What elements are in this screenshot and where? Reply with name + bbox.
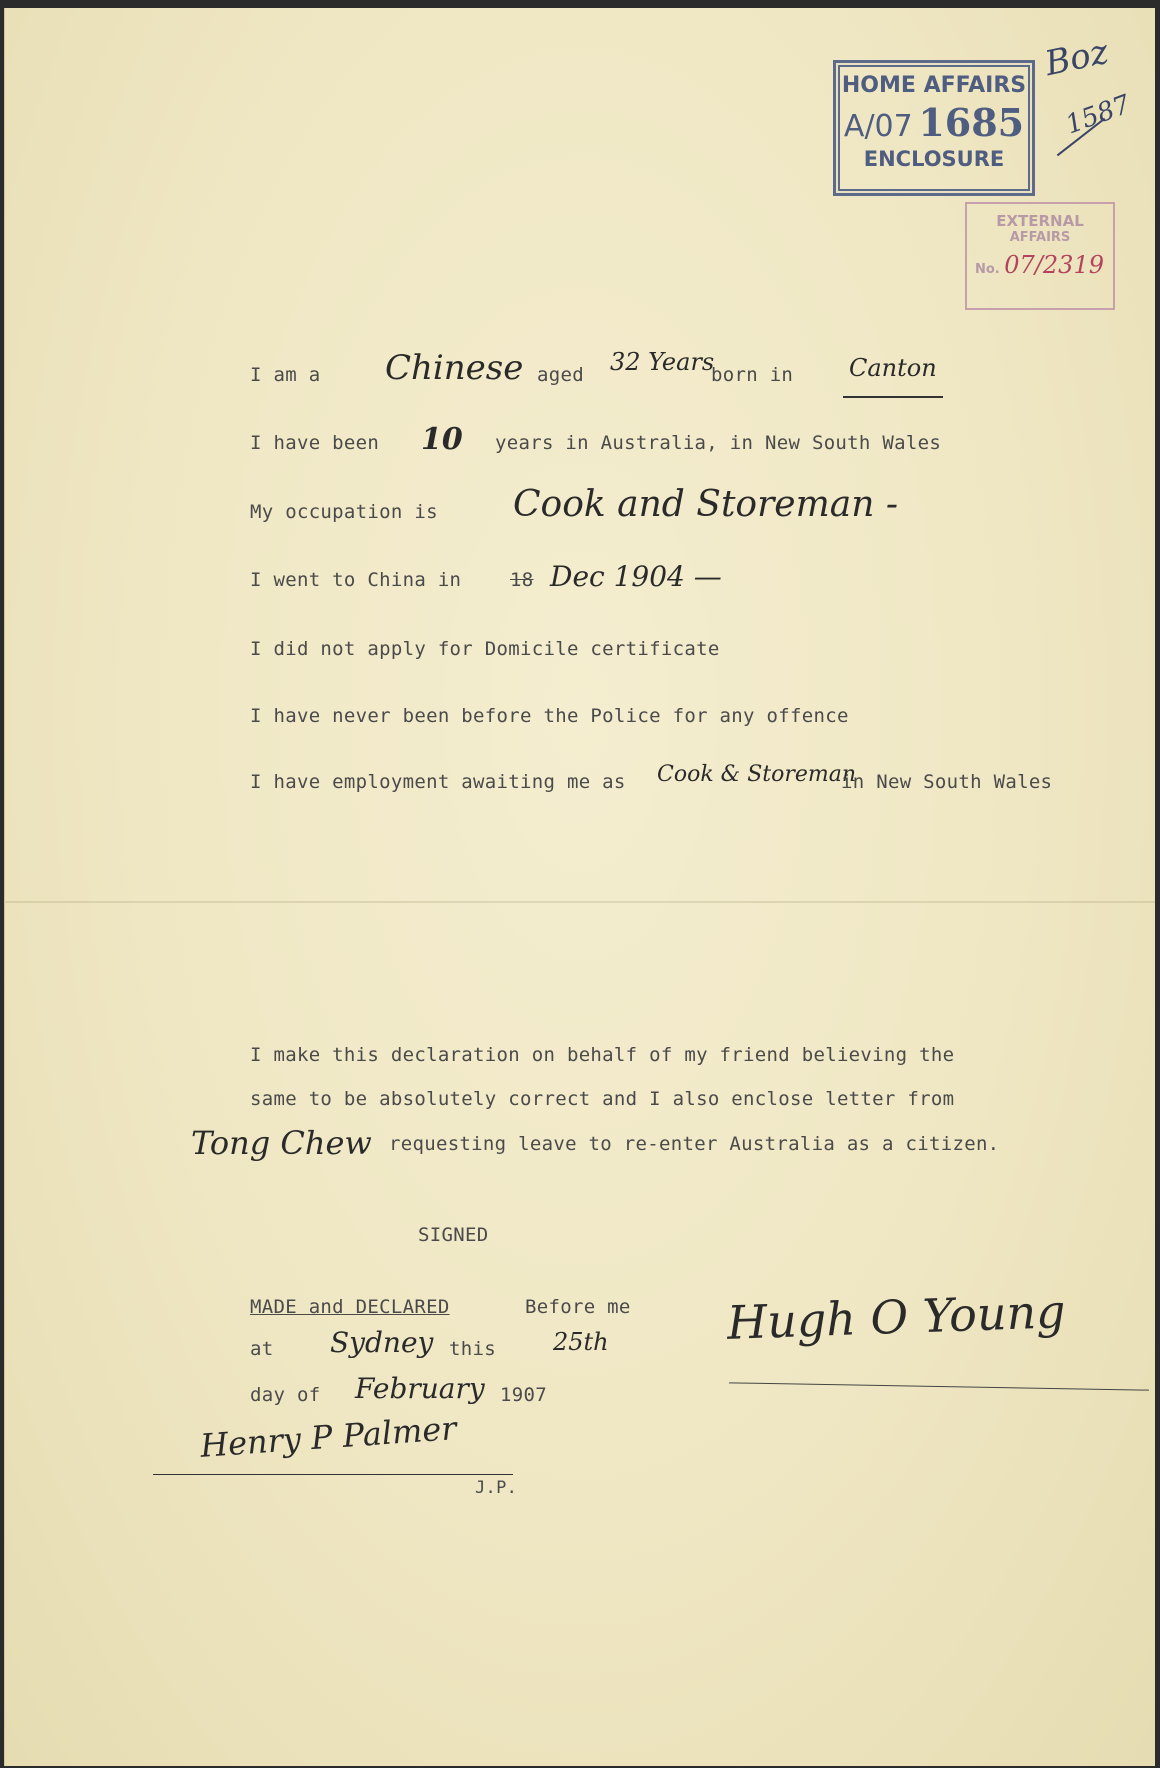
stamp2-line1: EXTERNAL [996, 212, 1084, 230]
l1-underline [843, 396, 943, 398]
stamp2-number: 07/2319 [1004, 251, 1104, 279]
l4-struck: 18 [510, 569, 534, 591]
month: February [355, 1372, 485, 1405]
corner-note-top: Boz [1041, 31, 1112, 85]
l2-years: 10 [421, 422, 463, 457]
document-sheet [4, 8, 1155, 1766]
l5-text: I did not apply for Domicile certificate [250, 638, 720, 660]
decl-line1: I make this declaration on behalf of my friend believing the [250, 1044, 955, 1066]
this-label: this [449, 1338, 496, 1360]
day-num: 25th [553, 1328, 609, 1356]
jp-signature: Henry P Palmer [198, 1409, 458, 1465]
l4-text1: I went to China in [250, 569, 462, 591]
jp-signature-line [153, 1474, 513, 1475]
l1-text3: born in [711, 364, 794, 386]
l3-text1: My occupation is [250, 501, 438, 523]
l7-text1: I have employment awaiting me as [250, 771, 626, 793]
decl-line3: requesting leave to re-enter Australia as a citizen. [389, 1133, 1000, 1155]
at-label: at [250, 1338, 274, 1360]
l1-birthplace: Canton [849, 354, 937, 382]
declarant-signature-line [729, 1382, 1149, 1390]
made-declared: MADE and DECLARED [250, 1296, 450, 1318]
l1-nationality: Chinese [385, 348, 524, 388]
declarant-signature: Hugh O Young [726, 1284, 1067, 1350]
before-me: Before me [525, 1296, 631, 1318]
l1-text2: aged [537, 364, 584, 386]
corner-note-bottom: 1587 [1061, 89, 1135, 141]
home-affairs-stamp [833, 60, 1035, 196]
stamp-title: HOME AFFAIRS [841, 73, 1027, 98]
decl-name: Tong Chew [191, 1124, 372, 1162]
l1-age: 32 Years [610, 348, 715, 376]
l7-job: Cook & Storeman [657, 762, 857, 787]
l2-text1: I have been [250, 432, 380, 454]
l1-text1: I am a [250, 364, 321, 386]
stamp2-no-label: No. [975, 262, 1000, 277]
place: Sydney [330, 1326, 434, 1359]
stamp-prefix: A/07 [843, 109, 913, 144]
decl-line2: same to be absolutely correct and I also enclose letter from [250, 1088, 955, 1110]
stamp-number: 1685 [918, 100, 1025, 145]
signed-label: SIGNED [418, 1224, 489, 1246]
year: 1907 [500, 1384, 547, 1406]
l6-text: I have never been before the Police for any offence [250, 705, 849, 727]
l2-text2: years in Australia, in New South Wales [495, 432, 942, 454]
external-affairs-stamp [965, 202, 1115, 310]
stamp-label: ENCLOSURE [863, 147, 1005, 171]
l7-text2: in New South Wales [841, 771, 1053, 793]
fold-line [5, 901, 1155, 903]
l4-date: Dec 1904 — [550, 560, 722, 593]
l3-occupation: Cook and Storeman - [513, 484, 898, 525]
day-of-label: day of [250, 1384, 321, 1406]
jp-label: J.P. [475, 1478, 518, 1498]
stamp2-line2: AFFAIRS [1009, 230, 1071, 245]
